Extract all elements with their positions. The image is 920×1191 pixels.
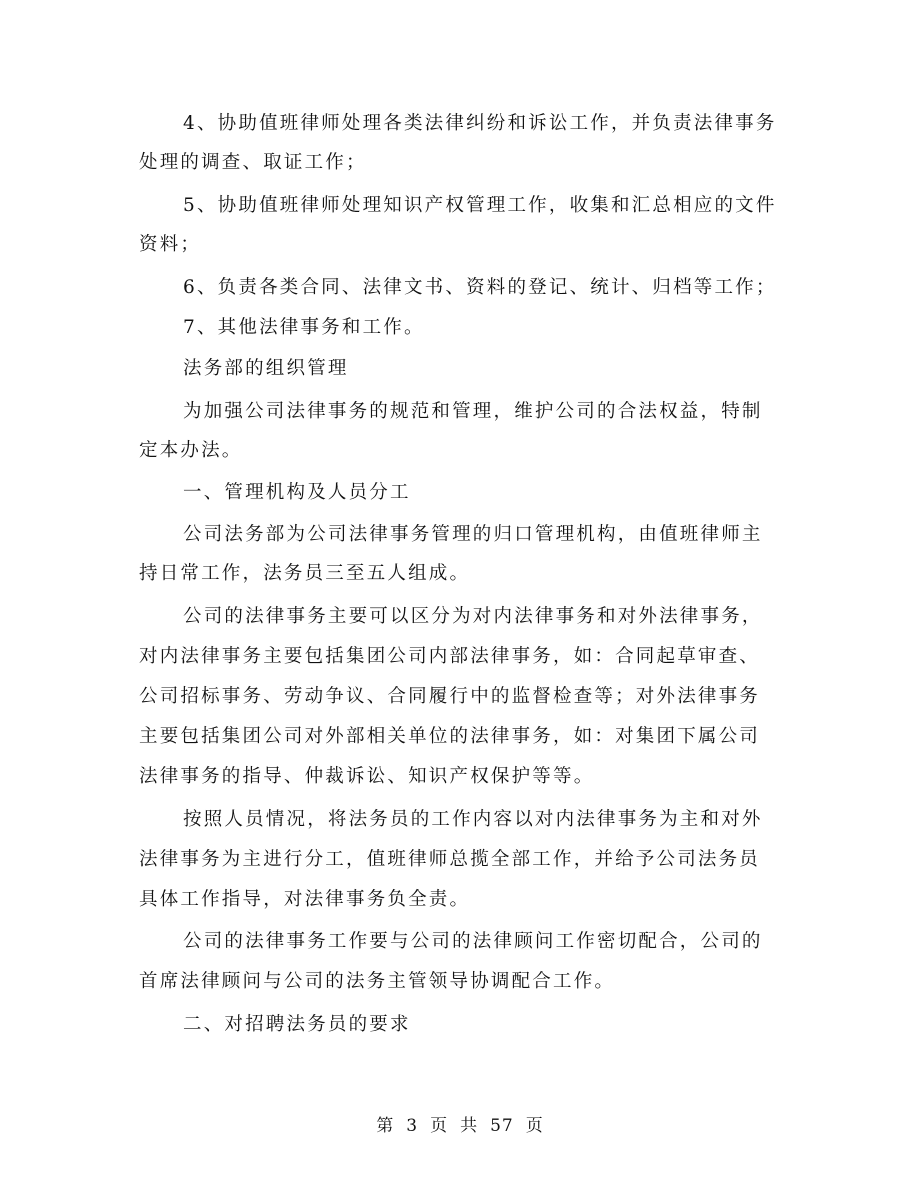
- text-line: 持日常工作，法务员三至五人组成。: [139, 563, 471, 584]
- text-line: 为加强公司法律事务的规范和管理，维护公司的合法权益，特制: [183, 401, 763, 422]
- text-line: 6、负责各类合同、法律文书、资料的登记、统计、归档等工作；: [183, 277, 777, 298]
- footer-page-word: 页: [430, 1116, 449, 1136]
- text-line: 资料；: [139, 234, 202, 255]
- text-line: 5、协助值班律师处理知识产权管理工作，收集和汇总相应的文件: [183, 195, 777, 216]
- section-heading: 法务部的组织管理: [183, 358, 349, 379]
- text-line: 首席法律顾问与公司的法务主管领导协调配合工作。: [139, 971, 616, 992]
- text-line: 法律事务的指导、仲裁诉讼、知识产权保护等等。: [139, 766, 595, 787]
- text-line: 公司的法律事务工作要与公司的法律顾问工作密切配合，公司的: [183, 931, 763, 952]
- total-pages-number: 57: [490, 1116, 514, 1136]
- footer-prefix: 第: [376, 1116, 395, 1136]
- text-line: 按照人员情况，将法务员的工作内容以对内法律事务为主和对外: [183, 809, 763, 830]
- footer-suffix: 页: [525, 1116, 544, 1136]
- text-line: 具体工作指导，对法律事务负全责。: [139, 889, 471, 910]
- text-line: 主要包括集团公司对外部相关单位的法律事务，如：对集团下属公司: [139, 726, 761, 747]
- page-footer: [0, 1111, 920, 1136]
- text-line: 处理的调查、取证工作；: [139, 152, 367, 173]
- section-heading: 一、管理机构及人员分工: [183, 482, 411, 503]
- text-line: 4、协助值班律师处理各类法律纠纷和诉讼工作，并负责法律事务: [183, 113, 777, 134]
- text-line: 公司招标事务、劳动争议、合同履行中的监督检查等；对外法律事务: [139, 686, 761, 707]
- text-line: 公司的法律事务主要可以区分为对内法律事务和对外法律事务，: [183, 606, 763, 627]
- text-line: 7、其他法律事务和工作。: [183, 317, 425, 338]
- text-line: 对内法律事务主要包括集团公司内部法律事务，如：合同起草审查、: [139, 646, 761, 667]
- section-heading: 二、对招聘法务员的要求: [183, 1014, 411, 1035]
- text-line: 定本办法。: [139, 440, 243, 461]
- text-line: 公司法务部为公司法律事务管理的归口管理机构，由值班律师主: [183, 524, 763, 545]
- current-page-number: 3: [406, 1116, 419, 1136]
- footer-total-word: 共: [460, 1116, 479, 1136]
- text-line: 法律事务为主进行分工，值班律师总揽全部工作，并给予公司法务员: [139, 849, 761, 870]
